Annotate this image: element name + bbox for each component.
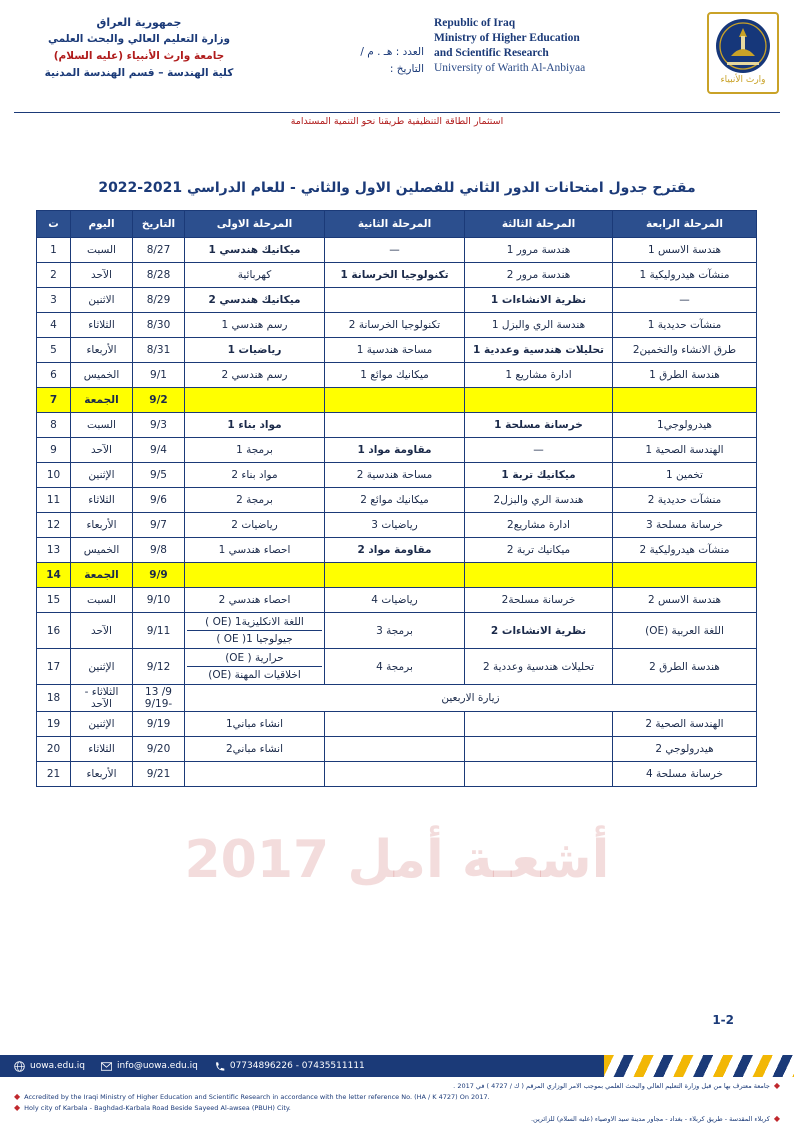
cell-stage3 [465,737,613,762]
cell-stage3 [465,563,613,588]
footer-contact-bar [0,1055,794,1077]
cell-stage4 [613,388,757,413]
cell-stage1-part: حرارية ( OE) [187,650,322,667]
cell-stage3 [465,762,613,787]
cell-date: 8/31 [133,338,185,363]
cell-visit-note: زيارة الاربعين [185,685,757,712]
cell-date: 9/5 [133,463,185,488]
table-row [37,563,757,588]
header-ar-line1: جمهورية العراق [96,16,182,29]
cell-stage4: منشآت هيدروليكية 2 [613,538,757,563]
cell-stage3: هندسة الري والبزل2 [465,488,613,513]
cell-stage4: — [613,288,757,313]
table-row [37,413,757,438]
table-row [37,513,757,538]
header-arabic-block [14,10,264,82]
cell-index: 16 [37,613,71,649]
cell-index: 15 [37,588,71,613]
table-row [37,388,757,413]
cell-index: 18 [37,685,71,712]
cell-stage3: ادارة مشاريع2 [465,513,613,538]
cell-stage2: تكنولوجيا الخرسانة 2 [325,313,465,338]
cell-stage1: رسم هندسي 2 [185,363,325,388]
header-number-label: العدد : هـ . م / [360,46,424,58]
cell-index: 11 [37,488,71,513]
cell-stage1: رياضيات 1 [185,338,325,363]
cell-stage2: تكنولوجيا الخرسانة 1 [325,263,465,288]
cell-stage4: منشآت حديدية 1 [613,313,757,338]
cell-stage1-part: اخلاقيات المهنة (OE) [208,669,301,681]
cell-stage1: كهربائية [185,263,325,288]
cell-day: الجمعة [71,563,133,588]
header-en-line1: Republic of Iraq [434,17,516,29]
cell-stage2: مقاومة مواد 2 [325,538,465,563]
envelope-icon [101,1061,112,1072]
table-row [37,762,757,787]
cell-stage1 [185,563,325,588]
cell-stage1-part: اللغة الانكليزية1 (OE ) [187,614,322,631]
cell-stage1: انشاء مباني1 [185,712,325,737]
cell-stage4: منشآت حديدية 2 [613,488,757,513]
cell-stage2: — [325,238,465,263]
table-row [37,685,757,712]
cell-index: 5 [37,338,71,363]
cell-index: 6 [37,363,71,388]
header-ar-line2: وزارة التعليم العالي والبحث العلمي [47,33,231,45]
cell-stage3: نظرية الانشاءات 1 [465,288,613,313]
cell-day: الخميس [71,363,133,388]
cell-stage3: ميكانيك تربة 2 [465,538,613,563]
col-day: اليوم [71,211,133,238]
cell-stage2 [325,413,465,438]
cell-date: 9/3 [133,413,185,438]
cell-day: الإثنين [71,463,133,488]
footer-phones-text: 07734896226 - 07435511111 [229,1061,365,1071]
table-row [37,263,757,288]
cell-date: 9/7 [133,513,185,538]
cell-date: 9/2 [133,388,185,413]
globe-icon [14,1061,25,1072]
table-row [37,338,757,363]
page-number: 1-2 [712,1013,734,1027]
cell-index: 4 [37,313,71,338]
exam-schedule-table [36,210,757,787]
header-en-line4: University of Warith Al-Anbiyaa [434,62,586,74]
col-stage1: المرحلة الاولى [185,211,325,238]
cell-stage1: برمجة 2 [185,488,325,513]
svg-text:وارث الأنبياء: وارث الأنبياء [720,75,766,85]
header-en-line3: and Scientific Research [434,47,549,59]
cell-day: الأربعاء [71,338,133,363]
cell-date: 9/20 [133,737,185,762]
table-row [37,649,757,685]
footer-address-en: Holy city of Karbala - Baghdad-Karbala Road Beside Sayeed Al-awsea (PBUH) City. [24,1104,291,1112]
header-ar-line3: جامعة وارث الأنبياء (عليه السلام) [53,50,225,62]
header-slogan: استثمار الطاقة التنظيفية طريقنا نحو التنمية المستدامة [290,116,504,127]
cell-index: 13 [37,538,71,563]
cell-index: 21 [37,762,71,787]
cell-day: الجمعة [71,388,133,413]
page-footer [0,1055,794,1123]
cell-stage1-part: جيولوجيا 1( OE ) [216,633,293,645]
cell-index: 9 [37,438,71,463]
cell-day: الإثنين [71,712,133,737]
cell-day: السبت [71,588,133,613]
cell-stage1: رياضيات 2 [185,513,325,538]
cell-date: 9/8 [133,538,185,563]
cell-stage3 [465,712,613,737]
cell-stage2 [325,762,465,787]
cell-stage2: رياضيات 3 [325,513,465,538]
header-en-line2: Ministry of Higher Education [434,32,580,44]
schedule-table-wrapper [37,210,757,787]
cell-index: 12 [37,513,71,538]
footer-website[interactable] [14,1061,85,1072]
pin-icon-1: ◆ [773,1081,780,1090]
cell-stage4: هندسة الطرق 1 [613,363,757,388]
cell-index: 20 [37,737,71,762]
cell-day: الثلاثاء - الآحد [71,685,133,712]
footer-email-text: info@uowa.edu.iq [116,1061,198,1071]
cell-stage4: هندسة الطرق 2 [613,649,757,685]
university-logo [706,12,780,94]
footer-website-text: uowa.edu.iq [30,1061,85,1071]
footer-phones[interactable] [214,1061,365,1072]
cell-day: الآحد [71,438,133,463]
pin-icon-3: ◆ [14,1103,21,1112]
cell-stage3: هندسة مرور 1 [465,238,613,263]
cell-stage3: تحليلات هندسية وعددية 1 [465,338,613,363]
cell-stage1 [185,613,325,649]
cell-date: 9/6 [133,488,185,513]
table-row [37,613,757,649]
cell-stage3: تحليلات هندسية وعددية 2 [465,649,613,685]
cell-day: الأربعاء [71,513,133,538]
table-row [37,363,757,388]
cell-stage4: اللغة العربية (OE) [613,613,757,649]
cell-index: 7 [37,388,71,413]
cell-stage3 [465,388,613,413]
col-stage4: المرحلة الرابعة [613,211,757,238]
watermark: أشعـة أمل 2017 [184,830,610,890]
cell-index: 3 [37,288,71,313]
table-row [37,238,757,263]
cell-stage2: مساحة هندسية 2 [325,463,465,488]
cell-date: 8/28 [133,263,185,288]
cell-day: الاثنين [71,288,133,313]
cell-stage3: نظرية الانشاءات 2 [465,613,613,649]
cell-day: السبت [71,238,133,263]
cell-date: 9/11 [133,613,185,649]
footer-accreditation [0,1077,794,1125]
col-stage3: المرحلة الثالثة [465,211,613,238]
page-title: مقترح جدول امتحانات الدور الثاني للفصلين الاول والثاني - للعام الدراسي 2021-2022 [98,180,696,196]
footer-note-ar: جامعة معترف بها من قبل وزارة التعليم العالي والبحث العلمي بموجب الامر الوزاري المرقم ( ك / 4727 ) في 2017 . [453,1082,770,1090]
cell-index: 8 [37,413,71,438]
cell-stage4: طرق الانشاء والتخمين2 [613,338,757,363]
cell-stage2: مساحة هندسية 1 [325,338,465,363]
table-row [37,488,757,513]
cell-stage3: خرسانة مسلحة2 [465,588,613,613]
cell-date: 9/1 [133,363,185,388]
table-row [37,712,757,737]
table-row [37,288,757,313]
cell-stage4: منشآت هيدروليكية 1 [613,263,757,288]
cell-day: الإثنين [71,649,133,685]
cell-date: 9/4 [133,438,185,463]
col-date: التاريخ [133,211,185,238]
header-divider [14,112,780,113]
cell-stage2: ميكانيك موائع 1 [325,363,465,388]
cell-date: 8/30 [133,313,185,338]
cell-day: الثلاثاء [71,737,133,762]
footer-address-ar: كربلاء المقدسة - طريق كربلاء - بغداد - مجاور مدينة سيد الاوصياء (عليه السلام) للزائرين. [530,1115,770,1123]
header-date-label: التاريخ : [389,63,424,75]
cell-stage2: ميكانيك موائع 2 [325,488,465,513]
cell-stage4: هندسة الاسس 2 [613,588,757,613]
cell-day: الخميس [71,538,133,563]
cell-day: الآحد [71,263,133,288]
cell-day: السبت [71,413,133,438]
cell-index: 1 [37,238,71,263]
cell-index: 17 [37,649,71,685]
footer-email[interactable] [101,1061,198,1072]
cell-stage2 [325,388,465,413]
cell-stage3: — [465,438,613,463]
phone-icon [214,1061,225,1072]
cell-stage4: الهندسة الصحية 1 [613,438,757,463]
cell-day: الثلاثاء [71,313,133,338]
table-row [37,737,757,762]
cell-day: الثلاثاء [71,488,133,513]
cell-date: 8/29 [133,288,185,313]
page-header [0,0,794,118]
cell-stage3: خرسانة مسلحة 1 [465,413,613,438]
cell-index: 2 [37,263,71,288]
pin-icon-2: ◆ [14,1092,21,1101]
table-row [37,463,757,488]
cell-date: 9/12 [133,649,185,685]
cell-date: 9/ 13 -9/19 [133,685,185,712]
table-row [37,313,757,338]
cell-stage4: الهندسة الصحية 2 [613,712,757,737]
footer-stripes [604,1055,794,1077]
cell-stage1 [185,649,325,685]
cell-date: 9/19 [133,712,185,737]
cell-stage1: مواد بناء 2 [185,463,325,488]
cell-stage1: ميكانيك هندسي 2 [185,288,325,313]
table-row [37,588,757,613]
cell-stage1: احصاء هندسي 2 [185,588,325,613]
cell-stage2: مقاومة مواد 1 [325,438,465,463]
cell-stage2 [325,563,465,588]
cell-stage2 [325,288,465,313]
cell-stage4: هيدرولوجي1 [613,413,757,438]
cell-stage2: برمجة 3 [325,613,465,649]
footer-note-en: Accredited by the Iraqi Ministry of Higher Education and Scientific Research in accordance with the letter reference No. (HA / K 4727) On 2017. [24,1093,490,1101]
cell-index: 19 [37,712,71,737]
cell-stage2: برمجة 4 [325,649,465,685]
cell-date: 8/27 [133,238,185,263]
cell-stage4: هيدرولوجي 2 [613,737,757,762]
cell-stage1 [185,388,325,413]
cell-stage2 [325,737,465,762]
header-english-block [434,10,706,76]
cell-date: 9/9 [133,563,185,588]
cell-stage4: خرسانة مسلحة 3 [613,513,757,538]
table-header-row [37,211,757,238]
header-reference-block [264,10,434,78]
cell-stage3: ادارة مشاريع 1 [465,363,613,388]
pin-icon-4: ◆ [773,1114,780,1123]
cell-stage1: مواد بناء 1 [185,413,325,438]
cell-stage1: انشاء مباني2 [185,737,325,762]
cell-stage4: هندسة الاسس 1 [613,238,757,263]
cell-stage1: رسم هندسي 1 [185,313,325,338]
schedule-table-body [37,238,757,787]
cell-stage1: ميكانيك هندسي 1 [185,238,325,263]
cell-date: 9/10 [133,588,185,613]
cell-stage3: هندسة مرور 2 [465,263,613,288]
cell-stage1: برمجة 1 [185,438,325,463]
header-ar-line4: كلية الهندسة – قسم الهندسة المدنية [44,67,234,79]
cell-index: 14 [37,563,71,588]
cell-stage4: خرسانة مسلحة 4 [613,762,757,787]
col-index: ت [37,211,71,238]
cell-stage1: احصاء هندسي 1 [185,538,325,563]
cell-day: الآحد [71,613,133,649]
table-row [37,538,757,563]
cell-date: 9/21 [133,762,185,787]
table-row [37,438,757,463]
cell-day: الأربعاء [71,762,133,787]
cell-stage4: تخمين 1 [613,463,757,488]
cell-stage2 [325,712,465,737]
cell-index: 10 [37,463,71,488]
cell-stage2: رياضيات 4 [325,588,465,613]
cell-stage3: ميكانيك تربة 1 [465,463,613,488]
cell-stage4 [613,563,757,588]
cell-stage1 [185,762,325,787]
col-stage2: المرحلة الثانية [325,211,465,238]
cell-stage3: هندسة الري والبزل 1 [465,313,613,338]
